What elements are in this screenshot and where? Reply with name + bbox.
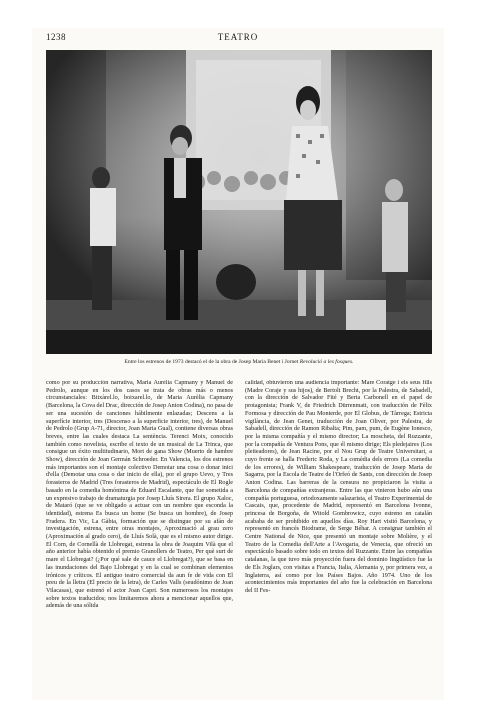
right-column-text: calidad, obtuvieron una audiencia importante: Mare Coratge i els seus fills (Madre Coraje y sus hijos), de Bertolt Brecht, por la Palestra, de Sabadell, con la dirección de Salvador Fité y Berta Carbonell en el papel de protagonista; Frank V, de Friedrich Dürrenmatt, con traducción de Fèlix Formosa y dirección de Pau Monterde, por El Globus, de Tàrrega; Estricta vigilància, de Jean Genet, traducción de Joan Oliver, por Palestra, de Sabadell, dirección de Ramon Ribalta; Pim, pam, pum, de Eugène Ionesco, por la misma compañía y el mismo director; La moscheta, del Ruzzante, por la compañía de Ventura Pons, que él mismo dirige; Els pledejaires (Los pleiteadores), de Jean Racine, por el Nou Grup de Teatre Universitari, a cuyo frente se halla Frederic Roda, y La comèdia dels errors (La comedia de los errores), de William Shakespeare, traducción de Josep Maria de Sagarra, por la Escola de Teatre de l'Orfeó de Sants, con dirección de Josep Anton Codina. Las barreras de la censura no propiciaron la visita a Barcelona de compañías extranjeras. Entre las que vinieron hubo aún una compañía portuguesa, ortodoxamente salazarista, el Teatro Experimental de Cascais, que, procedente de Madrid, representó en Barcelona Ivonne, princesa de Borgoña, de Witold Gombrowicz, cuyo estreno en catalán acababa de ser prohibido en aquellos días. Roy Hart visitó Barcelona, y representó en francés Biodrame, de Serge Béhar. A consignar también el Centre National de Nice, que presentó un montaje sobre Molière, y el Teatro de la Comedia dell'Arte a l'Avogaria, de Venecia, que ofreció un espectáculo basado sobre todo en textos del Ruzzante. Entre las compañías catalanas, la que tuvo más proyección fuera del dominio lingüístico fue la de Els Joglars, con visitas a Francia, Italia, Alemania y, por primera vez, a Inglaterra, así como por los Países Bajos. Año 1974. Uno de los acontecimientos más importantes del año fue la celebración en Barcelona del II Fes- [245, 380, 432, 594]
left-column-text: como por su producción narrativa, Maria Aurèlia Capmany y Manuel de Pedrolo, aunque en los dos casos se trata de obras más o menos circunstanciales: Bitxàrel.lo, boixarel.lo, de Maria Aurèlia Capmany (Barcelona, la Cova del Drac, dirección de Josep Anton Codina), no pasa de ser una sucesión de canciones hábilmente enlazadas; Descens a la superfície interior, tres (Descenso a la superficie interior, tres), de Manuel de Pedrolo (Grup A-71, director, Joan Maria Gual), contiene diversas obras breves, entre las cuales destaca La sentència. Terenci Moix, conocido también como novelista, escribe el texto de un musical de La Trinca, que consigue un éxito multitudinario, Mort de gana Show (Muerto de hambre Show), dirección de Joan Germán Schroeder. En Valencia, los dos estrenos más importantes son el montaje colectivo Demotar una cosa o donar inici d'ella (Demotar una cosa o dar inicio de ella), por el grupo Uevo, y Tres forasteros de Madrid (Tres forasteros de Madrid), espectáculo de El Rogle basado en la comedia homónima de Eduard Escalante, que fue sometida a un expresivo trabajo de dramaturgia por Josep Lluís Sirera. El grupo Xaloc, de Mataró (que se ve obligado a actuar con un nombre que esconda la identidad), estrena Es busca un home (Se busca un hombre), de Josep Fradera. En Vic, La Gàbia, formación que se distingue por su afán de investigación, estrena, entre otras montajes, Aproximació al grau zero (Aproximación al grado cero), de Lluís Solà, que es el mismo autor dirige. El Corn, de Cornellà de Llobregat, estrena la obra de Joaquim Vilà que el año anterior había obtenido el premio Granollers de Teatro, Per què surt de mare el Llobregat? (¿Por qué sale de cauce el Llobregat?), que se basa en las inundaciones del Bajo Llobregat y en la cual se combinan elementos irónicos y críticos. El antiguo teatro comercial da aun fe de vida con El preu de la lletra (El precio de la letra), de Carles Valls (seudónimo de Joan Vilacasas), que estrenó el actor Joan Capri. Son numerosos los montajes sobre textos traducidos; nos limitaremos ahora a mencionar aquellos que, además de una sólida [46, 380, 233, 610]
theater-stage-photo-icon [46, 50, 432, 354]
document-page [32, 28, 444, 700]
page-number: 1238 [46, 32, 66, 42]
theater-stage-photo [46, 50, 432, 354]
text-column-left [46, 380, 233, 698]
caption-title: Revolució a les fosques. [299, 359, 354, 365]
text-column-right [245, 380, 432, 698]
photo-caption [46, 359, 432, 366]
section-title: TEATRO [217, 32, 259, 42]
page-header [32, 32, 444, 46]
caption-text: Entre los estrenos de 1973 destacó el de la obra de Josep Maria Benet i Jornet [124, 359, 300, 365]
